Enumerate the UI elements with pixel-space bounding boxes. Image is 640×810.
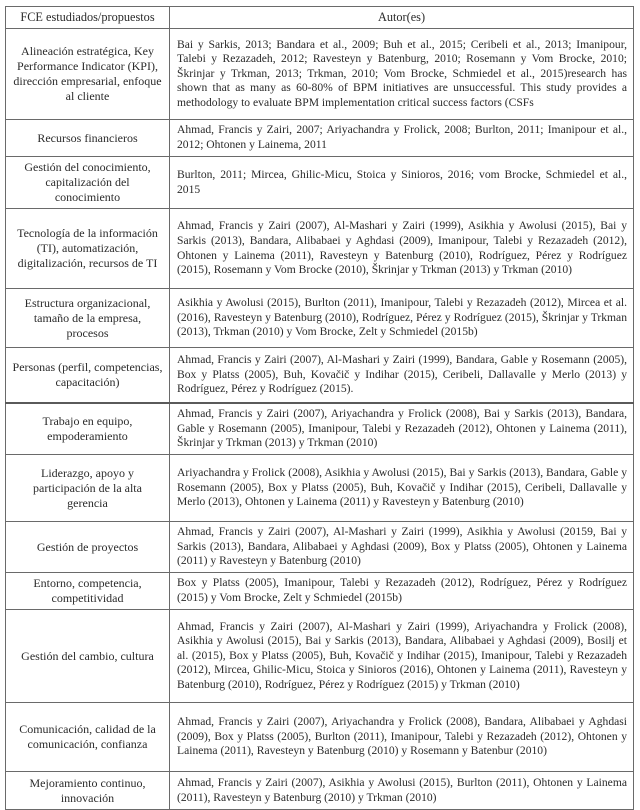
authors-cell: Asikhia y Awolusi (2015), Burlton (2011), Imanipour, Talebi y Rezazadeh (2012), Mircea et al. (2016), Ravesteyn y Batenburg (2010), Rodríguez, Pérez y Rodríguez (2015), Škrinjar y Trkman (2013), Trkman (2010) y Vom Brocke, Zelt y Schmiedel (2015b) xyxy=(170,289,634,348)
table-row xyxy=(6,120,634,157)
header-factor: FCE estudiados/propuestos xyxy=(6,7,170,29)
factor-cell: Comunicación, calidad de la comunicación, confianza xyxy=(6,703,170,772)
fce-authors-table xyxy=(5,6,634,810)
table-row xyxy=(6,455,634,522)
header-authors: Autor(es) xyxy=(170,7,634,29)
authors-cell: Box y Platss (2005), Imanipour, Talebi y Rezazadeh (2012), Rodríguez, Pérez y Rodríguez (2015) y Vom Brocke, Zelt y Schmiedel (2015b) xyxy=(170,573,634,610)
table-row xyxy=(6,289,634,348)
authors-cell: Ahmad, Francis y Zairi (2007), Ariyachandra y Frolick (2008), Bandara, Alibabaei y Aghdasi (2009), Box y Platss (2005), Burlton (2011), Imanipour, Talebi y Rezazadeh (2012), Ohtonen y Lainema (2011), Ravesteyn y Batenburg (2010) y Rosemann y Batenbur (2010) xyxy=(170,703,634,772)
authors-cell: Bai y Sarkis, 2013; Bandara et al., 2009; Buh et al., 2015; Ceribeli et al., 2013; Imanipour, Talebi y Rezazadeh, 2012; Ravesteyn y Batenburg, 2010; Rosemann y Vom Brocke, 2010; Škrinjar y Trkman, 2013; Trkman, 2010; Vom Brocke, Schmiedel et al., 2015)research has shown that as many as 60-80% of BPM initiatives are unsuccessful. This study provides a methodology to evaluate BPM implementation critical success factors (CSFs xyxy=(170,29,634,120)
factor-cell: Personas (perfil, competencias, capacitación) xyxy=(6,348,170,404)
factor-cell: Mejoramiento continuo, innovación xyxy=(6,772,170,810)
authors-cell: Ahmad, Francis y Zairi, 2007; Ariyachandra y Frolick, 2008; Burlton, 2011; Imanipour et al., 2012; Ohtonen y Lainema, 2011 xyxy=(170,120,634,157)
factor-cell: Tecnología de la información (TI), automatización, digitalización, recursos de TI xyxy=(6,209,170,289)
factor-cell: Gestión del cambio, cultura xyxy=(6,610,170,703)
authors-cell: Ahmad, Francis y Zairi (2007), Ariyachandra y Frolick (2008), Bai y Sarkis (2013), Bandara, Gable y Rosemann (2005), Imanipour, Talebi y Rezazadeh (2012), Ohtonen y Lainema (2011), Škrinjar y Trkman (2013) y Trkman (2010) xyxy=(170,403,634,455)
header-row xyxy=(6,7,634,29)
factor-cell: Entorno, competencia, competitividad xyxy=(6,573,170,610)
table-row xyxy=(6,703,634,772)
table-header xyxy=(6,7,634,29)
factor-cell: Gestión del conocimiento, capitalización del conocimiento xyxy=(6,157,170,209)
authors-cell: Ahmad, Francis y Zairi (2007), Al-Mashari y Zairi (1999), Bandara, Gable y Rosemann (2005), Box y Platss (2005), Buh, Kovačič y Indihar (2015), Ceribeli, Dallavalle y Merlo (2013) y Rodríguez, Pérez y Rodríguez (2015). xyxy=(170,348,634,404)
authors-cell: Ahmad, Francis y Zairi (2007), Al-Mashari y Zairi (1999), Asikhia y Awolusi (2015), Bai y Sarkis (2013), Bandara, Alibabaei y Aghdasi (2009), Imanipour, Talebi y Rezazadeh (2012), Ohtonen y Lainema (2011), Ravesteyn y Batenburg (2010), Rodríguez, Pérez y Rodríguez (2015), Rosemann y Vom Brocke (2010), Škrinjar y Trkman (2013) y Trkman (2010) xyxy=(170,209,634,289)
factor-cell: Alineación estratégica, Key Performance Indicator (KPI), dirección empresarial, enfoque al cliente xyxy=(6,29,170,120)
table-row xyxy=(6,29,634,120)
table-row xyxy=(6,522,634,573)
authors-cell: Burlton, 2011; Mircea, Ghilic-Micu, Stoica y Sinioros, 2016; vom Brocke, Schmiedel et al., 2015 xyxy=(170,157,634,209)
authors-cell: Ariyachandra y Frolick (2008), Asikhia y Awolusi (2015), Bai y Sarkis (2013), Bandara, Gable y Rosemann (2005), Box y Platss (2005), Buh, Kovačič y Indihar (2015), Ceribeli, Dallavalle y Merlo (2013), Ohtonen y Lainema (2011) y Ravesteyn y Batenburg (2010) xyxy=(170,455,634,522)
table-row xyxy=(6,157,634,209)
factor-cell: Recursos financieros xyxy=(6,120,170,157)
authors-cell: Ahmad, Francis y Zairi (2007), Al-Mashari y Zairi (1999), Asikhia y Awolusi (20159, Bai y Sarkis (2013), Bandara, Alibabaei y Aghdasi (2009), Box y Platss (2005), Ohtonen y Lainema (2011) y Ravesteyn y Batenburg (2010) xyxy=(170,522,634,573)
table-body xyxy=(6,29,634,810)
table-row xyxy=(6,209,634,289)
table-row xyxy=(6,348,634,404)
factor-cell: Estructura organizacional, tamaño de la empresa, procesos xyxy=(6,289,170,348)
authors-cell: Ahmad, Francis y Zairi (2007), Asikhia y Awolusi (2015), Burlton (2011), Ohtonen y Lainema (2011), Ravesteyn y Batenburg (2010) y Trkman (2010) xyxy=(170,772,634,810)
table-row xyxy=(6,573,634,610)
factor-cell: Liderazgo, apoyo y participación de la alta gerencia xyxy=(6,455,170,522)
table-row xyxy=(6,403,634,455)
authors-cell: Ahmad, Francis y Zairi (2007), Al-Mashari y Zairi (1999), Ariyachandra y Frolick (2008), Asikhia y Awolusi (2015), Bai y Sarkis (2013), Bandara, Alibabaei y Aghdasi (2009), Bosilj et al. (2015), Box y Platss (2005), Buh, Kovačič y Indihar (2015), Imanipour, Talebi y Rezazadeh (2012), Mircea, Ghilic-Micu, Stoica y Sinioros (2016), Ohtonen y Lainema (2011), Ravesteyn y Batenburg (2010), Rodríguez, Pérez y Rodríguez (2015) y Trkman (2010) xyxy=(170,610,634,703)
table-row xyxy=(6,610,634,703)
table-row xyxy=(6,772,634,810)
factor-cell: Gestión de proyectos xyxy=(6,522,170,573)
factor-cell: Trabajo en equipo, empoderamiento xyxy=(6,403,170,455)
